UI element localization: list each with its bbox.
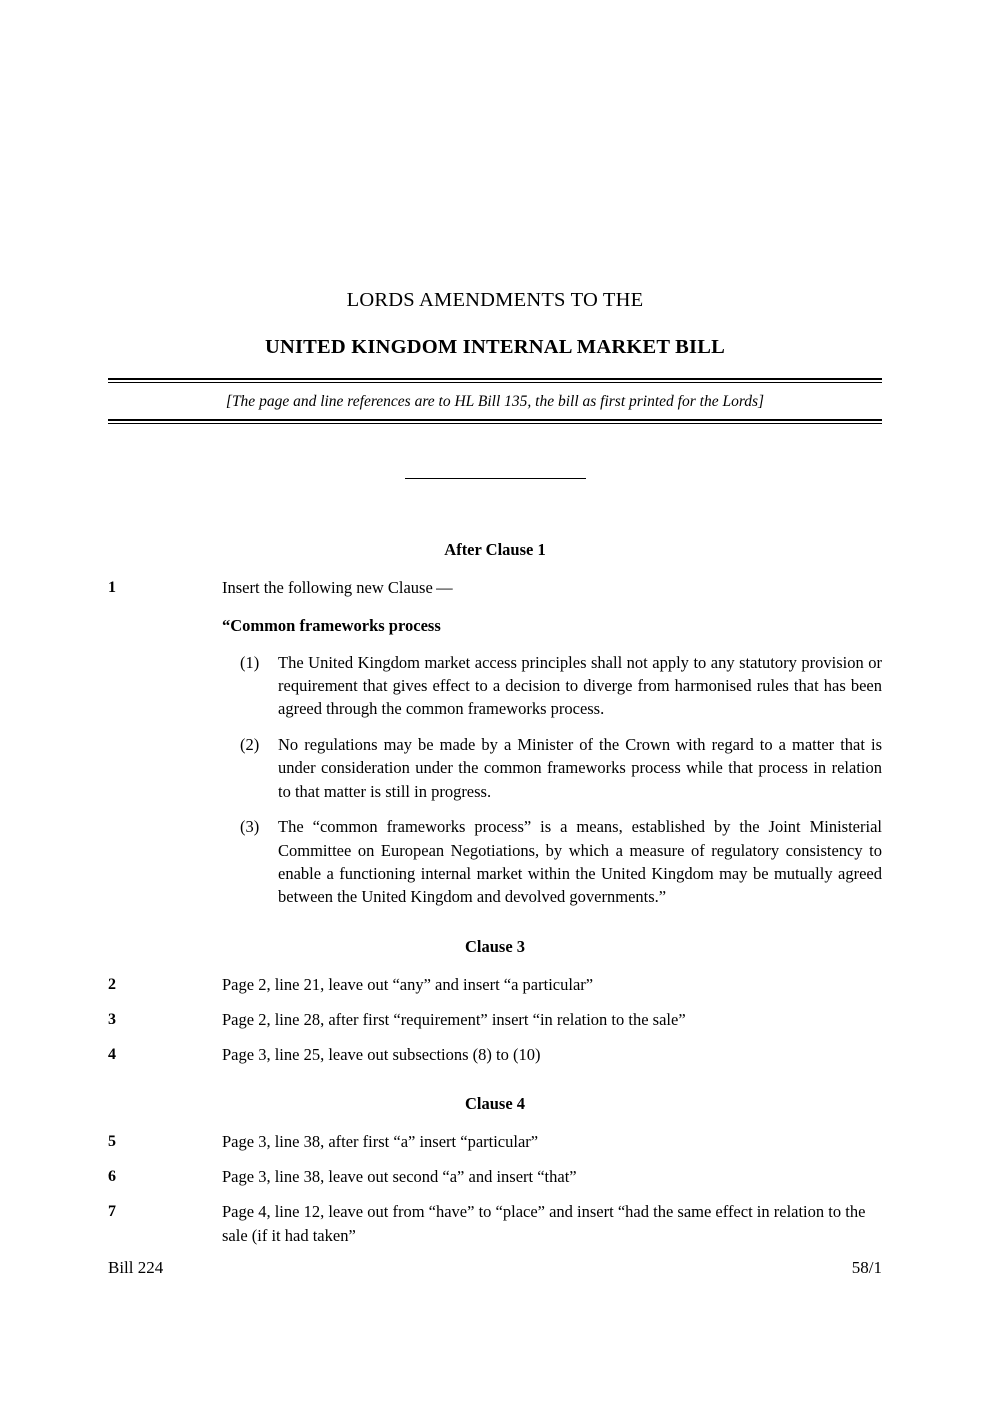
amendment-number: 3: [108, 1010, 116, 1028]
inserted-clause-heading: “Common frameworks process: [222, 615, 441, 635]
amendment-number: 1: [108, 578, 116, 596]
amendment-entry-5: [108, 1130, 882, 1154]
amendment-entry-1: [108, 576, 882, 909]
subsection-item: [222, 815, 882, 909]
document-body: [108, 540, 882, 1259]
clause-4-amendments: [108, 1130, 882, 1248]
amendment-entry-7: [108, 1200, 882, 1248]
amendment-text: Page 3, line 38, after first “a” insert “particular”: [222, 1132, 539, 1152]
amendment-entry-6: [108, 1165, 882, 1189]
subsection-number: (1): [240, 652, 260, 672]
page-footer: [108, 1258, 882, 1278]
document-title-line-1: LORDS AMENDMENTS TO THE: [346, 289, 644, 311]
reference-note: [The page and line references are to HL Bill 135, the bill as first printed for the Lords]: [225, 393, 765, 410]
amendment-text: Page 2, line 28, after first “requirement” insert “in relation to the sale”: [222, 1009, 686, 1029]
amendment-entry-2: [108, 973, 882, 997]
subsection-number: (3): [240, 817, 260, 837]
page-reference: 58/1: [851, 1258, 882, 1277]
amendment-text: Page 3, line 38, leave out second “a” and insert “that”: [222, 1167, 577, 1187]
reference-note-band: [108, 378, 882, 424]
subsection-text: The United Kingdom market access principles shall not apply to any statutory provision or requirement that gives effect to a decision to diverge from harmonised rules that has been agreed through the common frameworks process.: [278, 652, 882, 719]
document-title-line-2: UNITED KINGDOM INTERNAL MARKET BILL: [265, 335, 725, 358]
section-divider: [405, 478, 586, 479]
subsection-item: [222, 651, 882, 721]
subsection-text: The “common frameworks process” is a means, established by the Joint Ministerial Committee on European Negotiations, by which a measure of regulatory consistency to enable a functioning internal market within the United Kingdom may be mutually agreed between the United Kingdom and devolved governments.”: [278, 817, 882, 907]
amendment-text: Page 3, line 25, leave out subsections (8) to (10): [222, 1044, 541, 1064]
amendment-text: Page 4, line 12, leave out from “have” to “place” and insert “had the same effect in relation to the sale (if it had taken”: [222, 1202, 866, 1245]
amendment-text: Page 2, line 21, leave out “any” and insert “a particular”: [222, 974, 594, 994]
amendment-content: [222, 576, 882, 909]
amendment-entry-4: [108, 1043, 882, 1067]
section-heading-clause-3: Clause 3: [464, 936, 526, 956]
section-heading-clause-4: Clause 4: [464, 1094, 526, 1114]
amendment-number: 7: [108, 1203, 116, 1221]
subsection-number: (2): [240, 734, 260, 754]
amendment-number: 4: [108, 1045, 116, 1063]
bill-number: Bill 224: [108, 1258, 164, 1277]
amendment-entry-3: [108, 1008, 882, 1032]
insert-clause-lead-line: Insert the following new Clause —: [222, 577, 453, 597]
rule-bottom: [108, 419, 882, 424]
subsection-text: No regulations may be made by a Minister of the Crown with regard to a matter that is under consideration under the common frameworks process while that process in relation to that matter is still in progress.: [278, 734, 882, 801]
amendment-number: 6: [108, 1168, 116, 1186]
section-heading-after-clause-1: After Clause 1: [444, 540, 546, 559]
clause-3-amendments: [108, 973, 882, 1067]
amendment-number: 2: [108, 975, 116, 993]
amendment-number: 5: [108, 1133, 116, 1151]
document-header: [108, 288, 882, 359]
subsection-item: [222, 733, 882, 803]
